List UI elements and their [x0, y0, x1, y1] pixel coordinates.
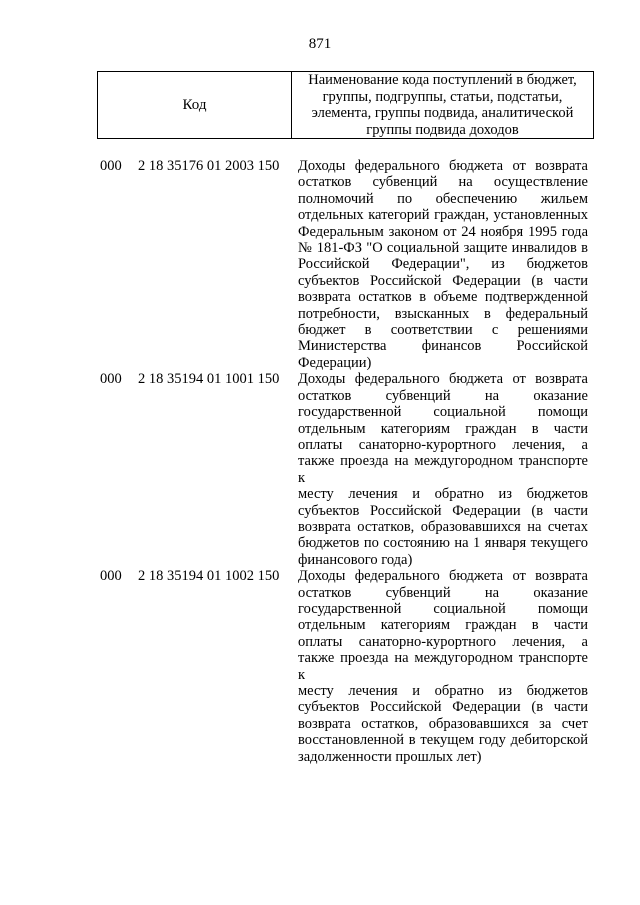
- description-line: остатков субвенций на оказание: [298, 387, 588, 404]
- description-line: государственной социальной помощи: [298, 404, 588, 421]
- table-body: [100, 158, 590, 765]
- description-line: возврата остатков в объеме подтвержденной: [298, 289, 588, 306]
- description-line: № 181-ФЗ "О социальной защите инвалидов в: [298, 240, 588, 257]
- description-line: Доходы федерального бюджета от возврата: [298, 568, 588, 585]
- table-row: [100, 158, 590, 371]
- row-admin-code: 000: [100, 371, 122, 388]
- description-line: возврата остатков, образовавшихся на счетах: [298, 518, 588, 535]
- description-line: отдельным категориям граждан в части: [298, 617, 588, 634]
- description-line: государственной социальной помощи: [298, 600, 588, 617]
- description-line: отдельным категориям граждан в части: [298, 420, 588, 437]
- description-line: финансового года): [298, 551, 413, 568]
- header-name-label: Наименование кода поступлений в бюджет, группы, подгруппы, статьи, подстатьи, элемента, группы подвида, аналитической группы подвида доходов: [308, 72, 577, 138]
- row-description: [298, 568, 588, 765]
- row-admin-code: 000: [100, 158, 122, 174]
- description-line: Доходы федерального бюджета от возврата: [298, 158, 588, 174]
- description-line: месту лечения и обратно из бюджетов: [298, 683, 588, 699]
- row-description: [298, 158, 588, 371]
- description-line: отдельных категорий граждан, установленных: [298, 207, 588, 224]
- description-line: возврата остатков, образовавшихся за счет: [298, 715, 588, 732]
- description-line: восстановленной в текущем году дебиторской: [298, 732, 588, 749]
- description-line: субъектов Российской Федерации (в части: [298, 272, 588, 289]
- description-line: субъектов Российской Федерации (в части: [298, 699, 588, 716]
- description-line: Министерства финансов Российской: [298, 338, 588, 355]
- description-line: оплаты санаторно-курортного лечения, а: [298, 436, 588, 453]
- description-line: полномочий по обеспечению жильем: [298, 190, 588, 207]
- description-line: также проезда на междугородном транспорте к: [298, 453, 588, 486]
- row-description: [298, 371, 588, 568]
- description-line: также проезда на междугородном транспорте к: [298, 650, 588, 683]
- description-line: остатков субвенций на осуществление: [298, 174, 588, 191]
- description-line: Доходы федерального бюджета от возврата: [298, 371, 588, 388]
- table-row: [100, 371, 590, 568]
- row-income-code: 2 18 35194 01 1002 150: [138, 568, 280, 585]
- description-line: субъектов Российской Федерации (в части: [298, 502, 588, 519]
- table-header: [97, 71, 594, 139]
- description-line: задолженности прошлых лет): [298, 748, 482, 765]
- row-income-code: 2 18 35176 01 2003 150: [138, 158, 280, 174]
- description-line: бюджет в соответствии с решениями: [298, 322, 588, 339]
- description-line: потребности, взысканных в федеральный: [298, 305, 588, 322]
- row-admin-code: 000: [100, 568, 122, 585]
- header-code-label: Код: [98, 72, 292, 138]
- description-line: месту лечения и обратно из бюджетов: [298, 486, 588, 503]
- description-line: бюджетов по состоянию на 1 января текущего: [298, 535, 588, 552]
- page-number: 871: [308, 36, 332, 52]
- description-line: Российской Федерации", из бюджетов: [298, 256, 588, 273]
- description-line: остатков субвенций на оказание: [298, 584, 588, 601]
- description-line: Федеральным законом от 24 ноября 1995 года: [298, 223, 588, 240]
- table-row: [100, 568, 590, 765]
- description-line: оплаты санаторно-курортного лечения, а: [298, 633, 588, 650]
- row-income-code: 2 18 35194 01 1001 150: [138, 371, 280, 388]
- description-line: Федерации): [298, 354, 372, 371]
